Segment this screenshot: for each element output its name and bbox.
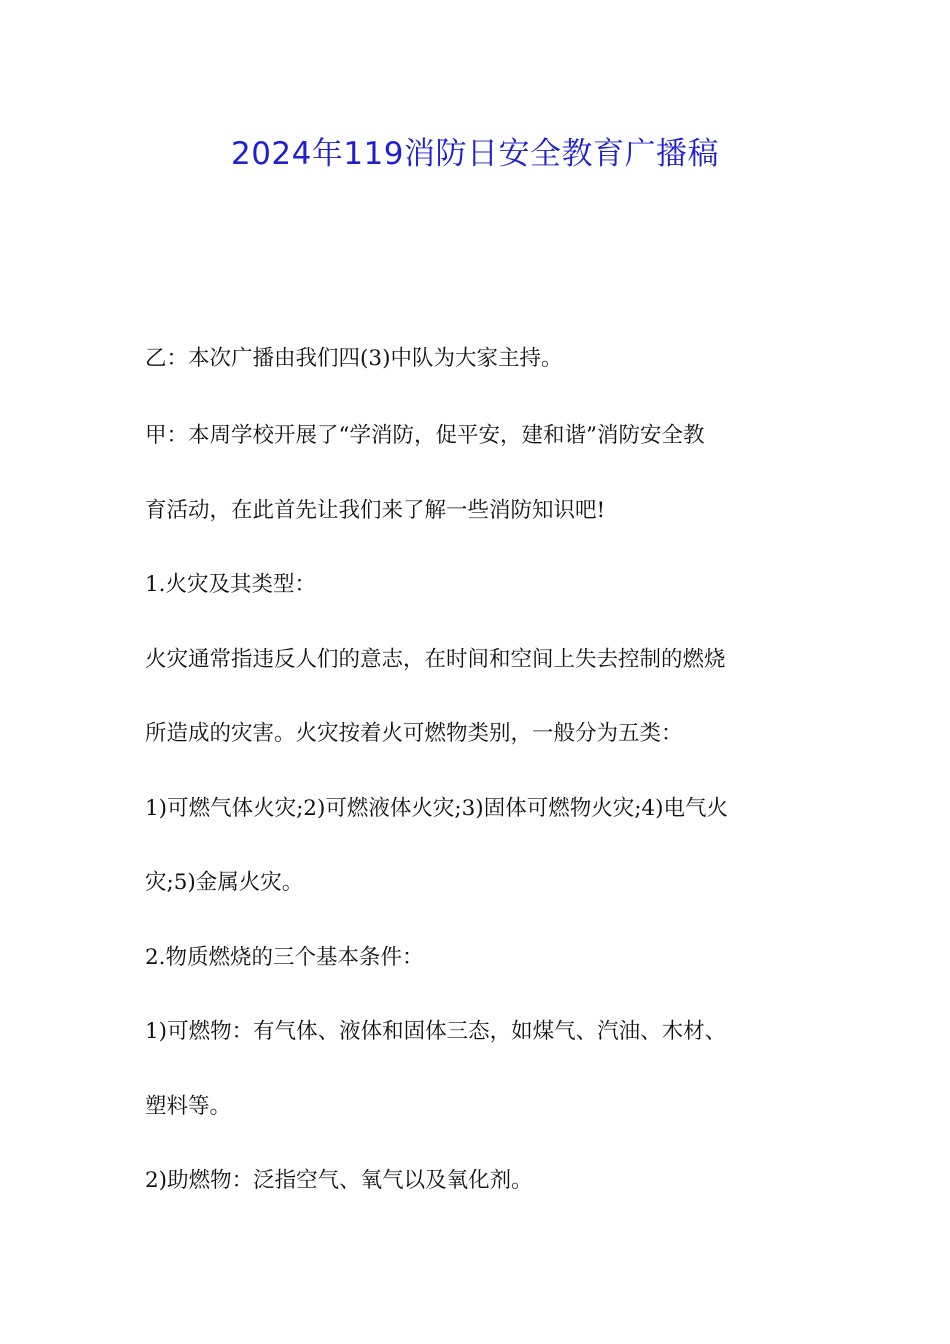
text-line: 1.火灾及其类型：	[145, 572, 317, 597]
text-line: 塑料等。	[145, 1094, 232, 1119]
text-line: 2)助燃物：泛指空气、氧气以及氧化剂。	[145, 1168, 533, 1193]
text-line: 1)可燃物：有气体、液体和固体三态，如煤气、汽油、木材、	[145, 1019, 727, 1044]
text-line: 火灾通常指违反人们的意志，在时间和空间上失去控制的燃烧	[145, 647, 726, 672]
text-line: 乙：本次广播由我们四(3)中队为大家主持。	[145, 346, 563, 371]
text-line: 所造成的灾害。火灾按着火可燃物类别，一般分为五类：	[145, 721, 683, 746]
document-title: 2024年119消防日安全教育广播稿	[230, 136, 720, 172]
text-line: 育活动，在此首先让我们来了解一些消防知识吧!	[145, 498, 606, 523]
text-line: 甲：本周学校开展了“学消防，促平安，建和谐”消防安全教	[145, 423, 705, 448]
text-line: 2.物质燃烧的三个基本条件：	[145, 945, 424, 970]
text-line: 灾;5)金属火灾。	[145, 870, 304, 895]
text-line: 1)可燃气体火灾;2)可燃液体火灾;3)固体可燃物火灾;4)电气火	[145, 796, 729, 821]
